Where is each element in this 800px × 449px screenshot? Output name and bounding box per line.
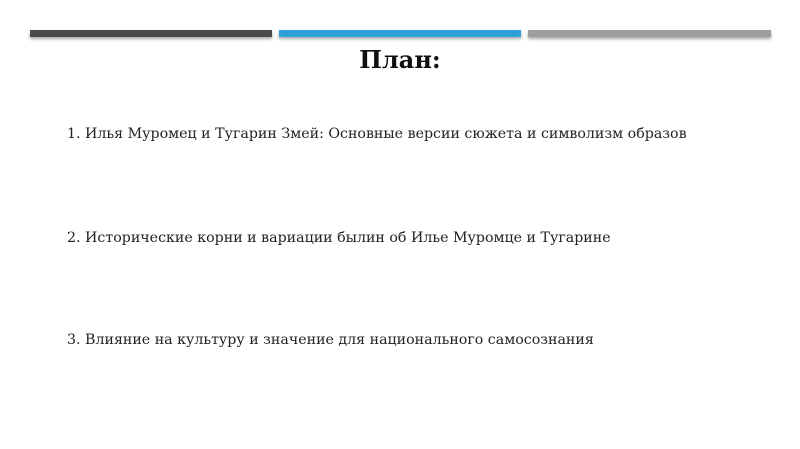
header-bar-gray [528, 30, 771, 37]
plan-item-1: 1. Илья Муромец и Тугарин Змей: Основные версии сюжета и символизм образов [67, 126, 687, 142]
header-bar-dark [30, 30, 272, 37]
slide-title: План: [359, 45, 441, 74]
plan-item-2: 2. Исторические корни и вариации былин об Илье Муромце и Тугарине [67, 230, 611, 246]
header-bar-blue [279, 30, 521, 37]
plan-item-3: 3. Влияние на культуру и значение для национального самосознания [67, 332, 594, 348]
